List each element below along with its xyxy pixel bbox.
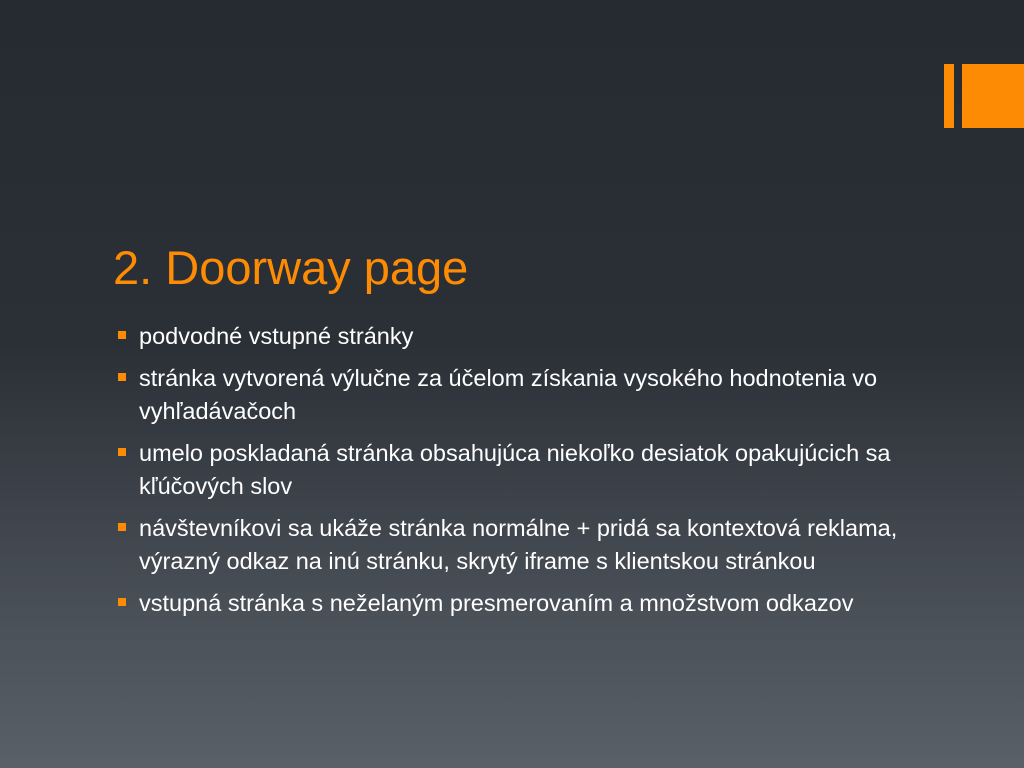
bullet-text: návštevníkovi sa ukáže stránka normálne + pridá sa kontextová reklama, výrazný odkaz na inú stránku, skrytý iframe s klientskou stránkou — [139, 515, 898, 574]
bullet-item — [118, 512, 898, 578]
bullet-text: vstupná stránka s neželaným presmerovaním a množstvom odkazov — [139, 590, 854, 616]
decorative-accent-bar-thick — [962, 64, 1024, 128]
bullet-item — [118, 587, 898, 620]
bullet-text: podvodné vstupné stránky — [139, 323, 414, 349]
bullet-item — [118, 320, 898, 353]
square-bullet-icon — [118, 598, 126, 606]
slide-title: 2. Doorway page — [113, 241, 469, 294]
bullet-text: stránka vytvorená výlučne za účelom získania vysokého hodnotenia vo vyhľadávačoch — [139, 365, 878, 424]
bullet-list — [118, 320, 898, 629]
bullet-item — [118, 437, 898, 503]
bullet-item — [118, 362, 898, 428]
square-bullet-icon — [118, 331, 126, 339]
bullet-text: umelo poskladaná stránka obsahujúca niekoľko desiatok opakujúcich sa kľúčových slov — [139, 440, 891, 499]
square-bullet-icon — [118, 448, 126, 456]
square-bullet-icon — [118, 373, 126, 381]
decorative-accent-bar-thin — [944, 64, 954, 128]
square-bullet-icon — [118, 523, 126, 531]
